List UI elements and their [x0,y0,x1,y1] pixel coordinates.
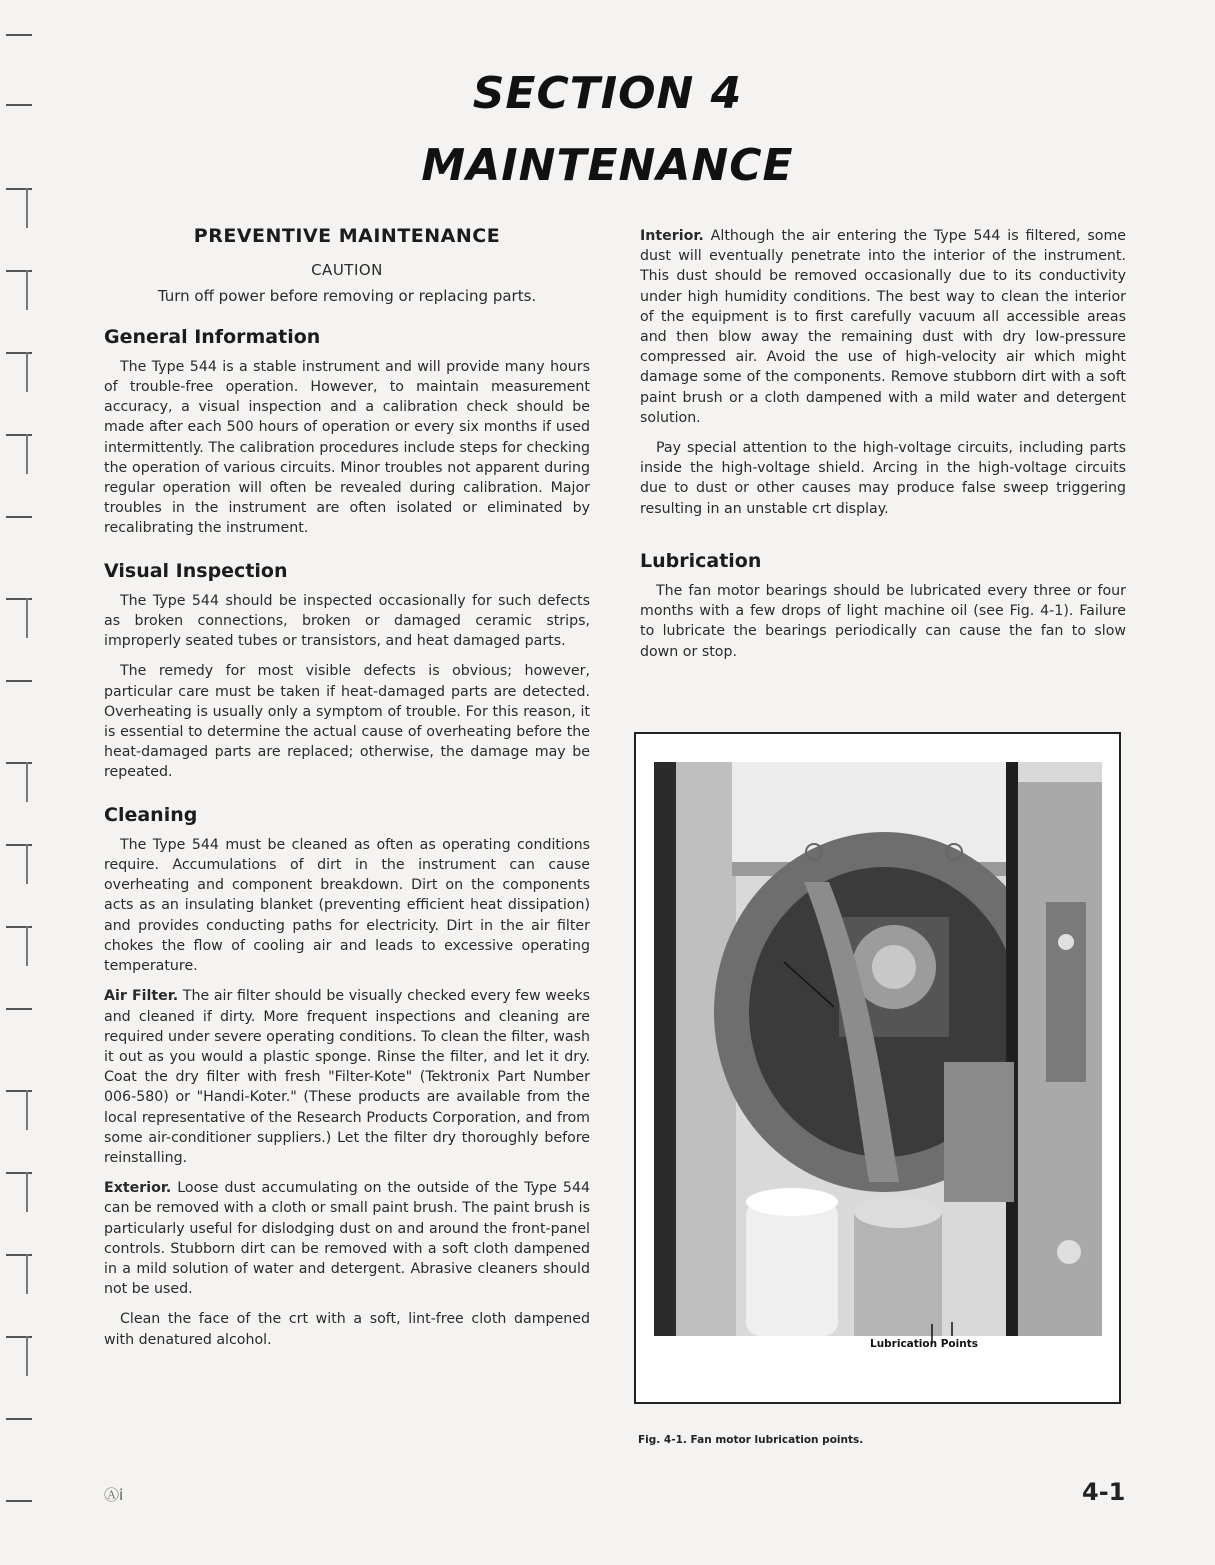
figure-caption: Fig. 4-1. Fan motor lubrication points. [638,1434,864,1446]
exterior-text: Loose dust accumulating on the outside of the Type 544 can be removed with a cloth or small paint brush. The paint brush is particularly useful for dislodging dust on and around the front-panel controls. Stubborn dirt can be removed with a soft cloth dampened in a mild solution of water and detergent. Abrasive cleaners should not be used. [104,1180,590,1298]
left-column [104,226,590,1360]
air-filter-text: The air filter should be visually checked every few weeks and cleaned if dirty. More frequent inspections and cleaning are required under severe operating conditions. To clean the filter, wash it out as you would a plastic sponge. Rinse the filter, and let it dry. Coat the dry filter with fresh "Filter-Kote" (Tektronix Part Number 006-580) or "Handi-Koter." (These products are available from the local representative of the Research Products Corporation, and from some air-conditioner suppliers.) Let the filter dry thoroughly before reinstalling. [104,988,590,1166]
section-number: SECTION 4 [472,68,743,119]
general-information-heading: General Information [104,325,321,348]
fan-motor-photo [654,762,1102,1336]
right-column [640,226,1126,672]
preventive-maintenance-heading: PREVENTIVE MAINTENANCE [193,225,501,247]
page-number: 4-1 [1082,1478,1126,1506]
interior-text: Although the air entering the Type 544 is filtered, some dust will eventually penetrate into the interior of the instrument. This dust should be removed occasionally due to its conductivity under high humidity conditions. The best way to clean the interior of the equipment is to first carefully vacuum all accessible areas and then blow away the remaining dust with dry low-pressure compressed air. Avoid the use of high-velocity air which might damage some of the components. Remove stubborn dirt with a soft paint brush or a cloth dampened with a mild water and detergent solution. [640,228,1126,426]
cleaning-paragraph: The Type 544 must be cleaned as often as operating conditions require. Accumulations of dirt in the instrument can cause overheating and component breakdown. Dirt on the components acts as an insulating blanket (preventing efficient heat dissipation) and provides conducting paths for electricity. Dirt in the air filter chokes the flow of cooling air and leads to excessive operating temperature. [104,836,590,975]
visual-inspection-paragraph-1: The Type 544 should be inspected occasionally for such defects as broken connections, broken or damaged ceramic strips, improperly seated tubes or transistors, and heat damaged parts. [104,592,590,650]
exterior-label: Exterior. [104,1180,172,1197]
lubrication-points-label: Lubrication Points [870,1338,978,1350]
manufacturer-logo: Ⓐi [104,1486,124,1504]
figure-4-1 [634,732,1121,1404]
lubrication-paragraph: The fan motor bearings should be lubricated every three or four months with a few drops of light machine oil (see Fig. 4-1). Failure to lubricate the bearings periodically can cause the fan to slow down or stop. [640,583,1126,660]
lubrication-heading: Lubrication [640,549,762,572]
high-voltage-paragraph: Pay special attention to the high-voltage circuits, including parts inside the high-voltage shield. Arcing in the high-voltage circuits due to dust or other causes may produce false sweep triggering resulting in an unstable crt display. [640,440,1126,517]
exterior-paragraph [104,1178,590,1299]
air-filter-paragraph [104,986,590,1168]
air-filter-label: Air Filter. [104,988,179,1005]
visual-inspection-paragraph-2: The remedy for most visible defects is obvious; however, particular care must be taken if heat-damaged parts are detected. Overheating is usually only a symptom of trouble. For this reason, it is essential to determine the actual cause of overheating before the heat-damaged parts are replaced; otherwise, the damage may be repeated. [104,663,590,781]
interior-label: Interior. [640,228,704,244]
caution-label: CAUTION [311,261,383,280]
section-title: MAINTENANCE [421,140,794,191]
crt-cleaning-paragraph: Clean the face of the crt with a soft, lint-free cloth dampened with denatured alcohol. [104,1311,590,1348]
interior-paragraph [640,226,1126,428]
binding-margin-marks [0,0,40,1565]
general-information-paragraph: The Type 544 is a stable instrument and will provide many hours of trouble-free operation. However, to maintain measurement accuracy, a visual inspection and a calibration check should be made after each 500 hours of operation or every six months if used intermittently. The calibration procedures include steps for checking the operation of various circuits. Minor troubles not apparent during regular operation will often be revealed during calibration. Major troubles in the instrument are often isolated or eliminated by recalibrating the instrument. [104,358,590,537]
cleaning-heading: Cleaning [104,803,198,826]
visual-inspection-heading: Visual Inspection [104,559,288,582]
caution-text: Turn off power before removing or replacing parts. [157,287,537,306]
